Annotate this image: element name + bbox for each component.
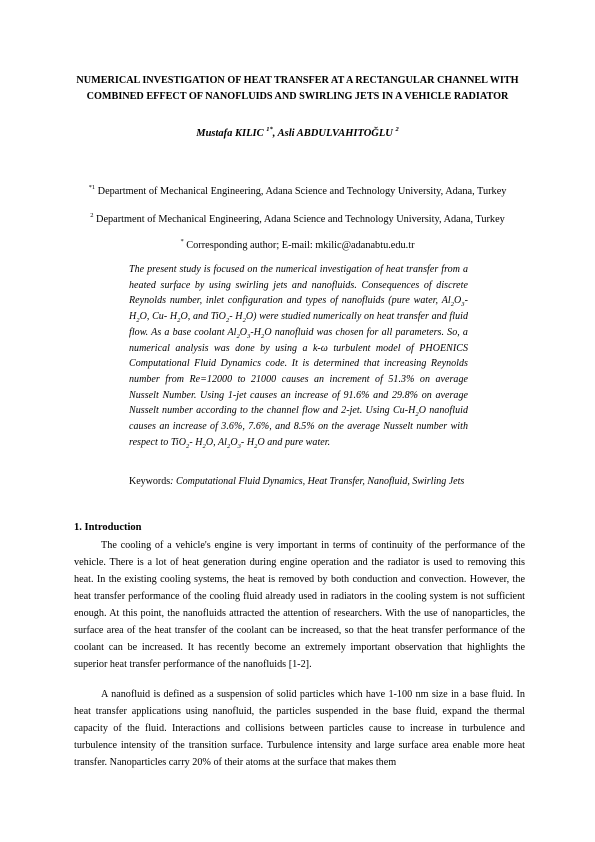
- subscript: 2: [242, 317, 246, 325]
- abstract-text: The present study is focused on the numerical investigation of heat transfer from a heated surface by using swirling jets and nanofluids. Consequences of discrete Reynolds number, inlet configuration and types of nanofluids (pure water, Al: [129, 264, 468, 307]
- subscript: 2: [415, 411, 419, 419]
- abstract-text: O nanofluid was chosen for all parameters. So, a numerical analysis was done by using a k-ω turbulent model of PHOENICS Computational Fluid Dynamics code. It is determined that increasing Reynolds number from Re=12000 to 21000 causes an increment of 51.3% on average Nusselt Number. Using 1-jet causes an increase of 91.6% and 29.8% on average Nusselt number according to the channel flow and 2-jet. Using Cu-H: [129, 326, 468, 417]
- subscript: 2: [177, 317, 181, 325]
- abstract-text: O, Al: [205, 436, 228, 448]
- paper-title: NUMERICAL INVESTIGATION OF HEAT TRANSFER AT A RECTANGULAR CHANNEL WITH COMBINED EFFECT OF NANOFLUIDS AND SWIRLING JETS IN A VEHICLE RADIATOR: [76, 75, 519, 102]
- body-paragraph: A nanofluid is defined as a suspension of solid particles which have 1-100 nm size in a base fluid. In heat transfer applications using nanofluid, the particles suspended in the base fluid, expand the thermal capacity of the fluid. Interactions and collisions between particles cause to increase in turbulence and turbulence intensity of the transition surface. Turbulence intensity and large surface area enable more heat transfer. Nanoparticles carry 20% of their atoms at the surface that makes them: [74, 689, 525, 768]
- author-marker: 2: [395, 125, 399, 133]
- keywords: [129, 474, 468, 490]
- subscript: 2: [202, 442, 206, 450]
- body-paragraph: The cooling of a vehicle's engine is very important in terms of continuity of the performance of the vehicle. There is a lot of heat generation during engine operation and the radiator is used to removing this heat. In the existing cooling systems, the heat is removed by both conduction and convection. However, the heat transfer performance of the cooling fluid already used in radiators in the cooling system is not sufficient enough. At this point, the nanofluids attracted the attention of researchers. With the use of nanoparticles, the surface area of the heat transfer of the coolant can be increased, so that the heat transfer performance of the coolant can be increased. It has recently become an extremely important observation that highlights the superior heat transfer performance of the nanofluids [1-2].: [74, 540, 525, 670]
- keywords-label: Keywords: [129, 476, 171, 487]
- subscript: 2: [261, 332, 265, 340]
- author-name: Mustafa KILIC: [196, 128, 264, 139]
- affiliation-marker: 2: [90, 211, 94, 219]
- author-name: Asli ABDULVAHITOĞLU: [277, 128, 393, 139]
- affiliation: [40, 213, 555, 227]
- abstract-text: O, and TiO: [180, 311, 226, 323]
- keywords-text: : Computational Fluid Dynamics, Heat Transfer, Nanofluid, Swirling Jets: [170, 476, 465, 487]
- subscript: 2: [225, 317, 230, 325]
- affiliation-text: Department of Mechanical Engineering, Adana Science and Technology University, Adana, Turkey: [97, 186, 507, 197]
- abstract-text: - H: [189, 436, 203, 448]
- abstract-text: O: [239, 326, 248, 338]
- abstract-text: O: [454, 295, 462, 307]
- abstract: [129, 262, 468, 450]
- subscript: 2: [254, 442, 258, 450]
- abstract-text: - H: [240, 436, 255, 448]
- subscript: 2: [236, 332, 240, 340]
- affiliation-marker: *1: [88, 183, 96, 191]
- corresponding-text: Corresponding author; E-mail: mkilic@adanabtu.edu.tr: [186, 240, 415, 251]
- abstract-text: -H: [250, 326, 262, 338]
- section-heading: 1. Introduction: [74, 522, 142, 533]
- author-list: [60, 126, 535, 142]
- abstract-text: O, Cu- H: [139, 311, 178, 323]
- affiliation-text: Department of Mechanical Engineering, Adana Science and Technology University, Adana, Turkey: [96, 214, 505, 225]
- corresponding-author: [40, 239, 555, 253]
- subscript: 2: [136, 317, 140, 325]
- subscript: 2: [186, 442, 190, 450]
- affiliation: [40, 185, 555, 199]
- abstract-text: O and pure water.: [257, 436, 331, 448]
- subscript: 2: [450, 301, 455, 309]
- author-marker: 1*: [266, 125, 273, 133]
- abstract-text: O) were studied numerically on heat transfer and fluid flow. As a base coolant Al: [129, 311, 469, 338]
- subscript: 3: [247, 332, 251, 340]
- subscript: 2: [227, 442, 231, 450]
- abstract-text: -H: [129, 295, 468, 323]
- abstract-text: - H: [229, 311, 243, 323]
- subscript: 3: [461, 301, 465, 309]
- subscript: 3: [237, 442, 241, 450]
- author-separator: ,: [272, 128, 278, 139]
- abstract-text: O: [230, 436, 238, 448]
- corresponding-marker: *: [180, 237, 184, 245]
- abstract-text: O nanofluid causes an increase of 3.6%, 7.6%, and 8.5% on the average Nusselt number with respect to TiO: [129, 405, 469, 448]
